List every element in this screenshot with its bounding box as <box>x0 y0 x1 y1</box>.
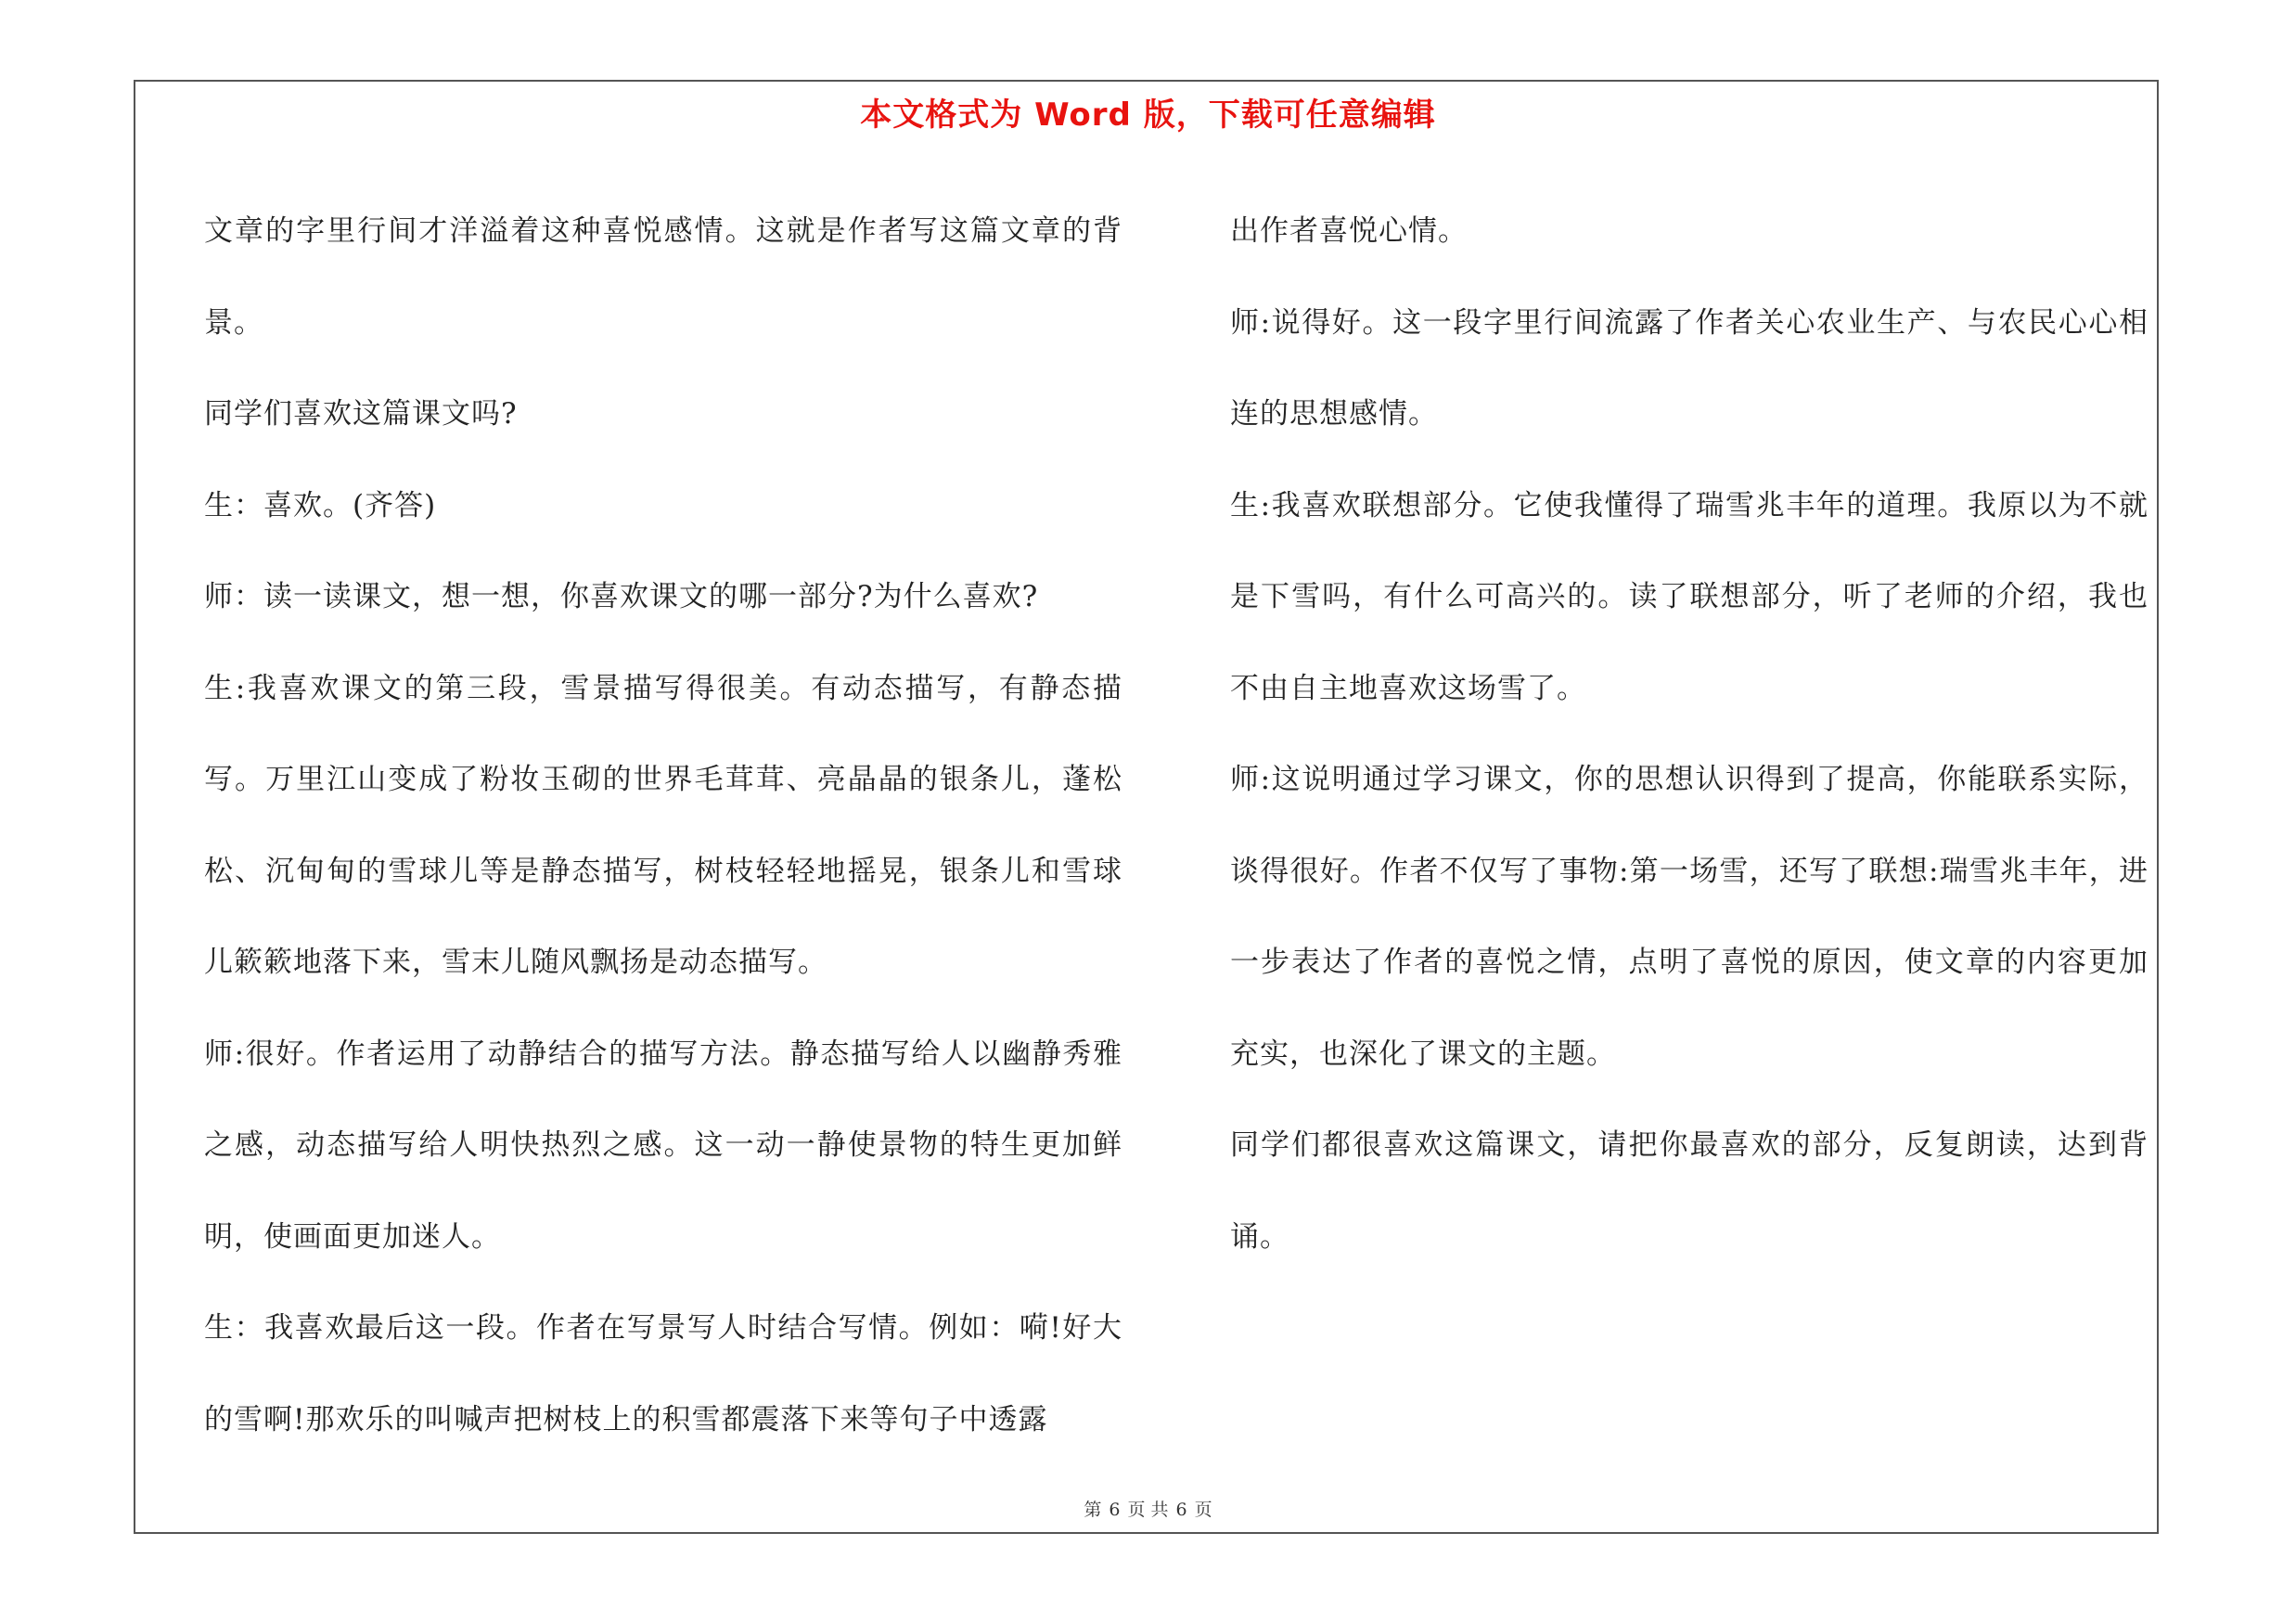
paragraph: 出作者喜悦心情。 <box>1230 214 1468 248</box>
left-column <box>204 186 1122 1465</box>
paragraph: 生:我喜欢联想部分。它使我懂得了瑞雪兆丰年的道理。我原以为不就是下雪吗，有什么可高兴的。读了联想部分，听了老师的介绍，我也不由自主地喜欢这场雪了。 <box>1230 488 2148 705</box>
right-column <box>1230 186 2148 1282</box>
page-label-prefix: 第 <box>1084 1500 1102 1520</box>
paragraph: 师：读一读课文，想一想，你喜欢课文的哪一部分?为什么喜欢? <box>204 580 1039 613</box>
paragraph: 同学们喜欢这篇课文吗? <box>204 397 518 431</box>
paragraph: 同学们都很喜欢这篇课文，请把你最喜欢的部分，反复朗读，达到背诵。 <box>1230 1128 2148 1254</box>
paragraph: 文章的字里行间才洋溢着这种喜悦感情。这就是作者写这篇文章的背景。 <box>204 214 1122 340</box>
current-page-number: 6 <box>1109 1500 1121 1520</box>
page-label-suffix: 页 <box>1194 1500 1212 1520</box>
paragraph: 生:我喜欢课文的第三段，雪景描写得很美。有动态描写，有静态描写。万里江山变成了粉妆玉砌的世界毛茸茸、亮晶晶的银条儿，蓬松松、沉甸甸的雪球儿等是静态描写，树枝轻轻地摇晃，银条儿和雪球儿簌簌地落下来，雪末儿随风飘扬是动态描写。 <box>204 671 1122 979</box>
paragraph: 生：我喜欢最后这一段。作者在写景写人时结合写情。例如：嗬!好大的雪啊!那欢乐的叫喊声把树枝上的积雪都震落下来等句子中透露 <box>204 1311 1122 1436</box>
paragraph: 师:这说明通过学习课文，你的思想认识得到了提高，你能联系实际，谈得很好。作者不仅写了事物:第一场雪，还写了联想:瑞雪兆丰年，进一步表达了作者的喜悦之情，点明了喜悦的原因，使文章的内容更加充实，也深化了课文的主题。 <box>1230 763 2148 1071</box>
paragraph: 生：喜欢。(齐答) <box>204 488 437 522</box>
paragraph: 师:说得好。这一段字里行间流露了作者关心农业生产、与农民心心相连的思想感情。 <box>1230 305 2148 431</box>
paragraph: 师:很好。作者运用了动静结合的描写方法。静态描写给人以幽静秀雅之感，动态描写给人明快热烈之感。这一动一静使景物的特生更加鲜明，使画面更加迷人。 <box>204 1037 1122 1254</box>
page-number-footer <box>0 1496 2296 1521</box>
total-pages-number: 6 <box>1175 1500 1187 1520</box>
editable-notice-banner: 本文格式为 Word 版，下载可任意编辑 <box>860 97 1436 134</box>
page-label-mid: 页 共 <box>1127 1500 1169 1520</box>
